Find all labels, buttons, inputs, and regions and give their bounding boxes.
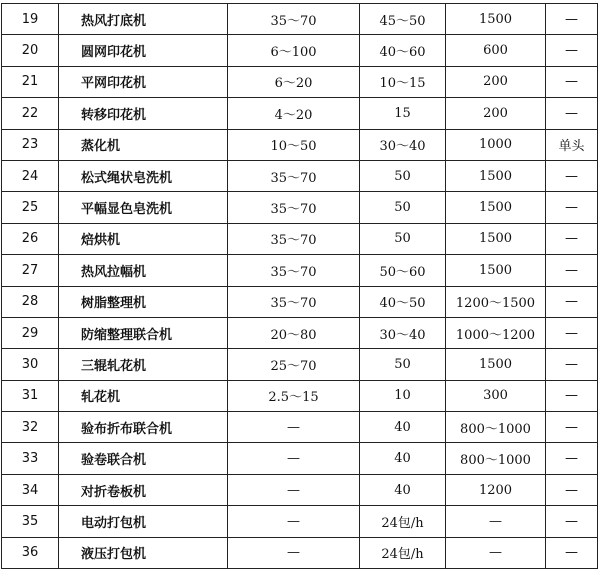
machine-name: 轧花机: [59, 380, 228, 411]
cell-col5: 1500: [446, 192, 546, 223]
machine-name: 液压打包机: [59, 537, 228, 568]
cell-note: —: [546, 223, 598, 254]
cell-col3: 2.5～15: [228, 380, 360, 411]
cell-col5: 1500: [446, 223, 546, 254]
machine-name: 蒸化机: [59, 129, 228, 160]
cell-col3: —: [228, 412, 360, 443]
cell-col4: 24包/h: [360, 506, 446, 537]
row-number: 24: [2, 160, 59, 191]
cell-note: —: [546, 349, 598, 380]
table-row: [2, 160, 598, 191]
row-number: 23: [2, 129, 59, 160]
row-number: 36: [2, 537, 59, 568]
cell-note: —: [546, 317, 598, 348]
cell-col5: 1500: [446, 349, 546, 380]
cell-col5: 200: [446, 66, 546, 97]
cell-note: —: [546, 506, 598, 537]
machine-name: 热风拉幅机: [59, 255, 228, 286]
machine-name: 验布折布联合机: [59, 412, 228, 443]
cell-col4: 40～60: [360, 35, 446, 66]
machine-name: 平网印花机: [59, 66, 228, 97]
table-row: [2, 317, 598, 348]
row-number: 30: [2, 349, 59, 380]
table-row: [2, 35, 598, 66]
cell-col3: 10～50: [228, 129, 360, 160]
row-number: 29: [2, 317, 59, 348]
cell-note: —: [546, 66, 598, 97]
machine-name: 树脂整理机: [59, 286, 228, 317]
cell-col4: 24包/h: [360, 537, 446, 568]
table-row: [2, 192, 598, 223]
machine-name: 对折卷板机: [59, 474, 228, 505]
cell-col3: 35～70: [228, 192, 360, 223]
cell-note: —: [546, 4, 598, 35]
machine-name: 电动打包机: [59, 506, 228, 537]
machine-name: 三辊轧花机: [59, 349, 228, 380]
cell-col5: 1200～1500: [446, 286, 546, 317]
cell-note: —: [546, 98, 598, 129]
cell-note: 单头: [546, 129, 598, 160]
table-row: [2, 412, 598, 443]
cell-col3: 35～70: [228, 4, 360, 35]
cell-col4: 50～60: [360, 255, 446, 286]
cell-col5: 1200: [446, 474, 546, 505]
cell-note: —: [546, 255, 598, 286]
cell-col4: 15: [360, 98, 446, 129]
cell-col3: 4～20: [228, 98, 360, 129]
cell-col4: 40～50: [360, 286, 446, 317]
cell-col4: 50: [360, 160, 446, 191]
row-number: 34: [2, 474, 59, 505]
cell-col3: —: [228, 506, 360, 537]
machine-name: 平幅显色皂洗机: [59, 192, 228, 223]
table-row: [2, 443, 598, 474]
row-number: 20: [2, 35, 59, 66]
cell-note: —: [546, 380, 598, 411]
cell-col4: 10～15: [360, 66, 446, 97]
table-row: [2, 4, 598, 35]
row-number: 28: [2, 286, 59, 317]
row-number: 33: [2, 443, 59, 474]
cell-col5: 300: [446, 380, 546, 411]
table-row: [2, 286, 598, 317]
cell-note: —: [546, 537, 598, 568]
cell-col3: 35～70: [228, 160, 360, 191]
row-number: 19: [2, 4, 59, 35]
cell-col4: 10: [360, 380, 446, 411]
cell-col4: 40: [360, 443, 446, 474]
row-number: 35: [2, 506, 59, 537]
table-row: [2, 537, 598, 568]
row-number: 32: [2, 412, 59, 443]
cell-note: —: [546, 286, 598, 317]
cell-col5: 1500: [446, 4, 546, 35]
table-row: [2, 349, 598, 380]
row-number: 21: [2, 66, 59, 97]
cell-col3: —: [228, 537, 360, 568]
cell-col4: 50: [360, 192, 446, 223]
machine-spec-table: [1, 3, 598, 569]
cell-col5: 1500: [446, 160, 546, 191]
cell-note: —: [546, 160, 598, 191]
cell-col3: 20～80: [228, 317, 360, 348]
cell-col3: 35～70: [228, 286, 360, 317]
machine-name: 验卷联合机: [59, 443, 228, 474]
cell-note: —: [546, 412, 598, 443]
cell-col5: —: [446, 506, 546, 537]
machine-name: 圆网印花机: [59, 35, 228, 66]
cell-col4: 40: [360, 474, 446, 505]
cell-note: —: [546, 192, 598, 223]
table-row: [2, 98, 598, 129]
cell-note: —: [546, 443, 598, 474]
cell-col3: —: [228, 474, 360, 505]
machine-name: 热风打底机: [59, 4, 228, 35]
row-number: 26: [2, 223, 59, 254]
cell-note: —: [546, 474, 598, 505]
cell-note: —: [546, 35, 598, 66]
row-number: 27: [2, 255, 59, 286]
cell-col5: 200: [446, 98, 546, 129]
cell-col5: 1000～1200: [446, 317, 546, 348]
cell-col5: 1000: [446, 129, 546, 160]
cell-col4: 30～40: [360, 129, 446, 160]
table-row: [2, 380, 598, 411]
cell-col3: 25～70: [228, 349, 360, 380]
cell-col3: —: [228, 443, 360, 474]
cell-col5: 1500: [446, 255, 546, 286]
row-number: 31: [2, 380, 59, 411]
cell-col4: 40: [360, 412, 446, 443]
cell-col4: 50: [360, 223, 446, 254]
machine-name: 防缩整理联合机: [59, 317, 228, 348]
cell-col3: 6～20: [228, 66, 360, 97]
table-row: [2, 506, 598, 537]
cell-col3: 35～70: [228, 223, 360, 254]
cell-col5: 600: [446, 35, 546, 66]
cell-col4: 50: [360, 349, 446, 380]
table-row: [2, 66, 598, 97]
table-row: [2, 129, 598, 160]
table-row: [2, 223, 598, 254]
table-row: [2, 474, 598, 505]
cell-col5: —: [446, 537, 546, 568]
table-row: [2, 255, 598, 286]
machine-name: 焙烘机: [59, 223, 228, 254]
cell-col3: 35～70: [228, 255, 360, 286]
cell-col4: 45～50: [360, 4, 446, 35]
row-number: 25: [2, 192, 59, 223]
cell-col5: 800～1000: [446, 443, 546, 474]
row-number: 22: [2, 98, 59, 129]
machine-name: 松式绳状皂洗机: [59, 160, 228, 191]
table-body: [2, 4, 598, 569]
machine-name: 转移印花机: [59, 98, 228, 129]
cell-col4: 30～40: [360, 317, 446, 348]
cell-col5: 800～1000: [446, 412, 546, 443]
cell-col3: 6～100: [228, 35, 360, 66]
